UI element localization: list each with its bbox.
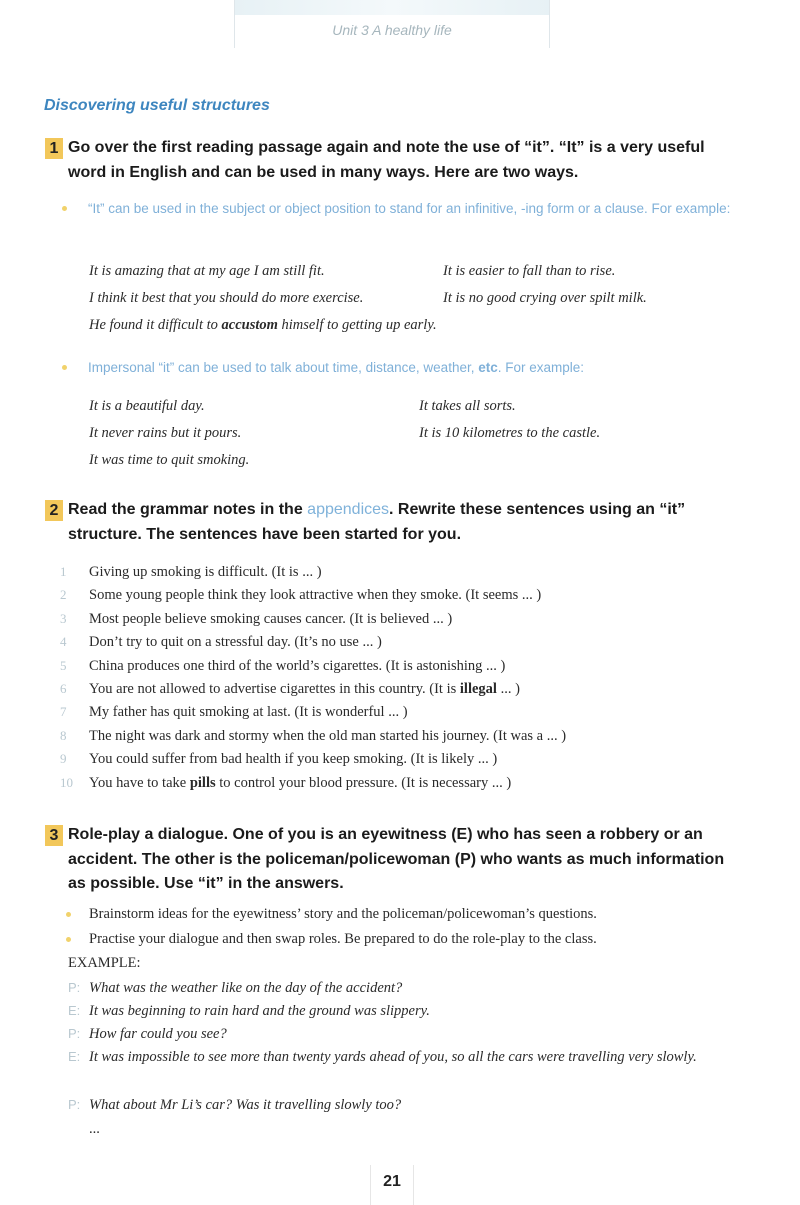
list-item: 8 The night was dark and stormy when the old man started his journey. (It was a ... ) (60, 727, 567, 744)
example-2-left-1: It is a beautiful day. (89, 398, 205, 414)
task-2 (45, 498, 745, 547)
task-3 (45, 823, 745, 897)
task-number-2: 2 (45, 500, 63, 521)
dialogue-line: E: It was impossible to see more than twenty yards ahead of you, so all the cars were travelling very slowly. (68, 1049, 697, 1065)
keyword-etc: etc (478, 360, 498, 375)
task-2-instruction (68, 498, 745, 547)
unit-header (234, 0, 550, 48)
task-1-bullet-1 (68, 196, 748, 221)
example-1-left-2: I think it best that you should do more exercise. (89, 290, 364, 306)
example-2-right-2: It is 10 kilometres to the castle. (419, 425, 601, 441)
example-1-left-3-tail: himself to getting up early. (277, 317, 437, 333)
example-2-right-1: It takes all sorts. (419, 398, 516, 414)
bullet-dot-icon (66, 912, 71, 917)
page-number: 21 (370, 1165, 414, 1205)
bullet-dot-icon (66, 937, 71, 942)
bullet-dot-icon (62, 365, 67, 370)
example-1-left-1: It is amazing that at my age I am still fit. (89, 263, 325, 279)
bullet-2-text: Impersonal “it” can be used to talk about time, distance, weather, (88, 360, 479, 375)
task-1 (45, 136, 745, 185)
dialogue-line: P: What was the weather like on the day of the accident? (68, 980, 403, 996)
list-item: 1 Giving up smoking is difficult. (It is ... ) (60, 564, 322, 580)
task-number-3: 3 (45, 825, 63, 846)
list-item: 5 China produces one third of the world’s cigarettes. (It is astonishing ... ) (60, 657, 506, 674)
header-strip (235, 0, 549, 15)
list-item: 3 Most people believe smoking causes cancer. (It is believed ... ) (60, 610, 453, 627)
dialogue-line: P: What about Mr Li’s car? Was it travelling slowly too? (68, 1097, 402, 1113)
task-number-1: 1 (45, 138, 63, 159)
dialogue-ellipsis: ... (89, 1121, 100, 1137)
keyword-accustom: accustom (221, 317, 278, 333)
task-3-bullet-1: Brainstorm ideas for the eyewitness’ story and the policeman/policewoman’s questions. (68, 902, 748, 926)
example-2-left-2: It never rains but it pours. (89, 425, 242, 441)
unit-title: Unit 3 A healthy life (332, 22, 452, 38)
example-label: EXAMPLE: (68, 955, 141, 971)
bullet-dot-icon (62, 206, 67, 211)
example-1-right-2: It is no good crying over spilt milk. (443, 290, 647, 306)
keyword-pills: pills (189, 774, 216, 791)
list-item: 4 Don’t try to quit on a stressful day. (It’s no use ... ) (60, 634, 382, 651)
dialogue-line: P: How far could you see? (68, 1026, 227, 1042)
list-item: 2 Some young people think they look attractive when they smoke. (It seems ... ) (60, 587, 542, 604)
task-2-text-pre: Read the grammar notes in the (68, 501, 308, 518)
task-2-sentence-list (60, 564, 760, 798)
appendices-link[interactable]: appendices (307, 501, 390, 518)
example-2-left-3: It was time to quit smoking. (89, 452, 250, 468)
task-3-bullet-2: Practise your dialogue and then swap roles. Be prepared to do the role-play to the class. (68, 927, 748, 951)
list-item: 7 My father has quit smoking at last. (It is wonderful ... ) (60, 704, 408, 721)
dialogue-line: E: It was beginning to rain hard and the ground was slippery. (68, 1003, 430, 1019)
keyword-illegal: illegal (459, 680, 497, 697)
list-item: 9 You could suffer from bad health if you keep smoking. (It is likely ... ) (60, 751, 498, 768)
example-1-right-1: It is easier to fall than to rise. (443, 263, 616, 279)
list-item: 10 You have to take pills to control your blood pressure. (It is necessary ... ) (60, 774, 512, 791)
example-1-left-3-head: He found it difficult to (89, 317, 222, 333)
task-1-bullet-2 (68, 355, 748, 380)
example-1-left-3 (89, 317, 437, 334)
bullet-1-text: “It” can be used in the subject or object position to stand for an infinitive, -ing form or a clause. For example: (88, 201, 731, 216)
task-1-instruction: Go over the first reading passage again and note the use of “it”. “It” is a very useful word in English and can be used in many ways. Here are two ways. (68, 139, 705, 181)
list-item: 6 You are not allowed to advertise cigarettes in this country. (It is illegal ... ) (60, 680, 520, 697)
bullet-2-tail: . For example: (497, 360, 585, 375)
task-2-text-post: . Rewrite these sentences using an “it” structure. The sentences have been started for you. (68, 501, 686, 543)
task-3-instruction: Role-play a dialogue. One of you is an eyewitness (E) who has seen a robbery or an accident. The other is the policeman/policewoman (P) who wants as much information as possible. Use “it” in the answers. (68, 826, 725, 892)
section-title: Discovering useful structures (44, 97, 270, 114)
